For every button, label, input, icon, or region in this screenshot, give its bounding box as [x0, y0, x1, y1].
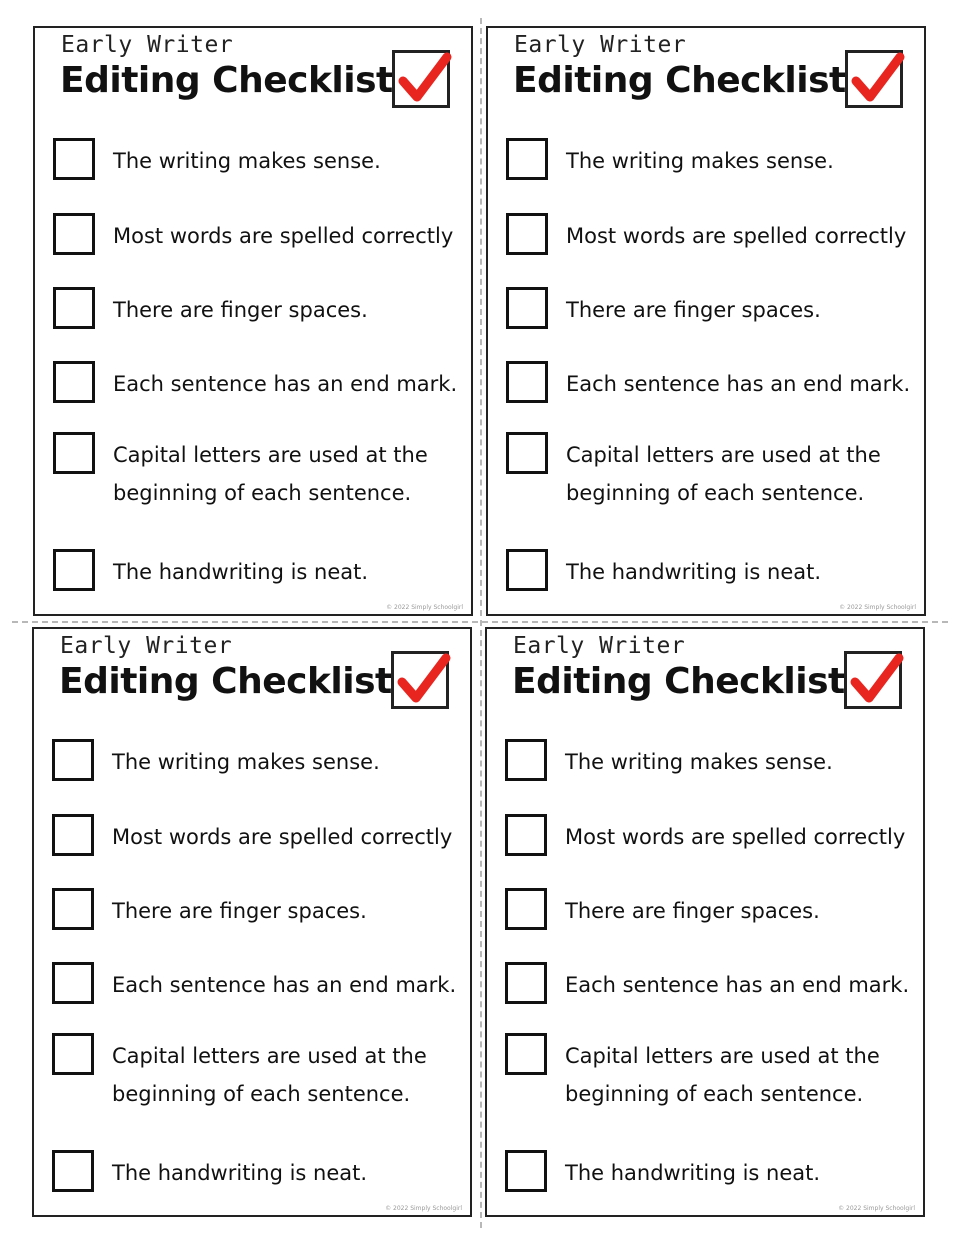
card-title: Editing Checklist	[60, 60, 393, 101]
card-subtitle: Early Writer	[61, 32, 234, 58]
card-subtitle: Early Writer	[60, 633, 233, 659]
copyright: © 2022 Simply Schoolgirl	[839, 604, 916, 611]
checklist-item-label: Most words are spelled correctly	[113, 224, 454, 248]
card-subtitle: Early Writer	[513, 633, 686, 659]
checklist-item-label: Capital letters are used at the beginning of each sentence.	[565, 1044, 880, 1106]
cut-line-horizontal	[12, 621, 948, 623]
checklist-item-label: Most words are spelled correctly	[565, 825, 906, 849]
checklist-item-label: Capital letters are used at the beginning of each sentence.	[566, 443, 881, 505]
checkbox[interactable]	[506, 361, 548, 403]
checklist-item-label: The writing makes sense.	[113, 149, 381, 173]
checkbox[interactable]	[505, 739, 547, 781]
checkbox[interactable]	[52, 1150, 94, 1192]
checklist-item-label: There are finger spaces.	[113, 298, 368, 322]
red-checkmark-icon	[394, 648, 454, 710]
checkbox[interactable]	[52, 814, 94, 856]
checklist-item-label: Most words are spelled correctly	[112, 825, 453, 849]
checklist-item-label: Capital letters are used at the beginning of each sentence.	[112, 1044, 427, 1106]
checklist-item-label: There are finger spaces.	[112, 899, 367, 923]
checkbox[interactable]	[52, 962, 94, 1004]
checkbox[interactable]	[52, 739, 94, 781]
checklist-card	[486, 26, 926, 616]
checkbox[interactable]	[53, 138, 95, 180]
red-checkmark-icon	[395, 47, 455, 109]
checklist-card	[33, 26, 473, 616]
checkbox[interactable]	[506, 287, 548, 329]
red-checkmark-icon	[848, 47, 908, 109]
checkbox[interactable]	[506, 549, 548, 591]
checklist-item-label: Each sentence has an end mark.	[565, 973, 910, 997]
checklist-item-label: The writing makes sense.	[112, 750, 380, 774]
checkbox[interactable]	[53, 213, 95, 255]
checklist-item-label: There are finger spaces.	[565, 899, 820, 923]
copyright: © 2022 Simply Schoolgirl	[838, 1205, 915, 1212]
card-title: Editing Checklist	[59, 661, 392, 702]
checkbox[interactable]	[505, 1150, 547, 1192]
checkbox[interactable]	[53, 549, 95, 591]
copyright: © 2022 Simply Schoolgirl	[386, 604, 463, 611]
checklist-item-label: There are finger spaces.	[566, 298, 821, 322]
checkbox[interactable]	[506, 138, 548, 180]
checkbox[interactable]	[505, 1033, 547, 1075]
checkbox[interactable]	[52, 1033, 94, 1075]
checkbox[interactable]	[505, 888, 547, 930]
cut-line-vertical	[480, 18, 482, 1228]
red-checkmark-icon	[847, 648, 907, 710]
copyright: © 2022 Simply Schoolgirl	[385, 1205, 462, 1212]
checklist-item-label: Each sentence has an end mark.	[566, 372, 911, 396]
checklist-item-label: The writing makes sense.	[566, 149, 834, 173]
header-check-box	[845, 50, 903, 108]
checkbox[interactable]	[53, 287, 95, 329]
checklist-item-label: Most words are spelled correctly	[566, 224, 907, 248]
checklist-item-label: The writing makes sense.	[565, 750, 833, 774]
checkbox[interactable]	[505, 814, 547, 856]
checklist-card	[485, 627, 925, 1217]
checklist-card	[32, 627, 472, 1217]
checklist-item-label: The handwriting is neat.	[112, 1161, 368, 1185]
checkbox[interactable]	[53, 361, 95, 403]
checkbox[interactable]	[52, 888, 94, 930]
checklist-item-label: Each sentence has an end mark.	[113, 372, 458, 396]
header-check-box	[392, 50, 450, 108]
card-title: Editing Checklist	[512, 661, 845, 702]
checkbox[interactable]	[505, 962, 547, 1004]
checklist-item-label: Each sentence has an end mark.	[112, 973, 457, 997]
card-title: Editing Checklist	[513, 60, 846, 101]
checklist-item-label: Capital letters are used at the beginning of each sentence.	[113, 443, 428, 505]
header-check-box	[844, 651, 902, 709]
checklist-item-label: The handwriting is neat.	[565, 1161, 821, 1185]
checklist-item-label: The handwriting is neat.	[566, 560, 822, 584]
checklist-item-label: The handwriting is neat.	[113, 560, 369, 584]
checkbox[interactable]	[506, 432, 548, 474]
checkbox[interactable]	[53, 432, 95, 474]
card-subtitle: Early Writer	[514, 32, 687, 58]
header-check-box	[391, 651, 449, 709]
checkbox[interactable]	[506, 213, 548, 255]
